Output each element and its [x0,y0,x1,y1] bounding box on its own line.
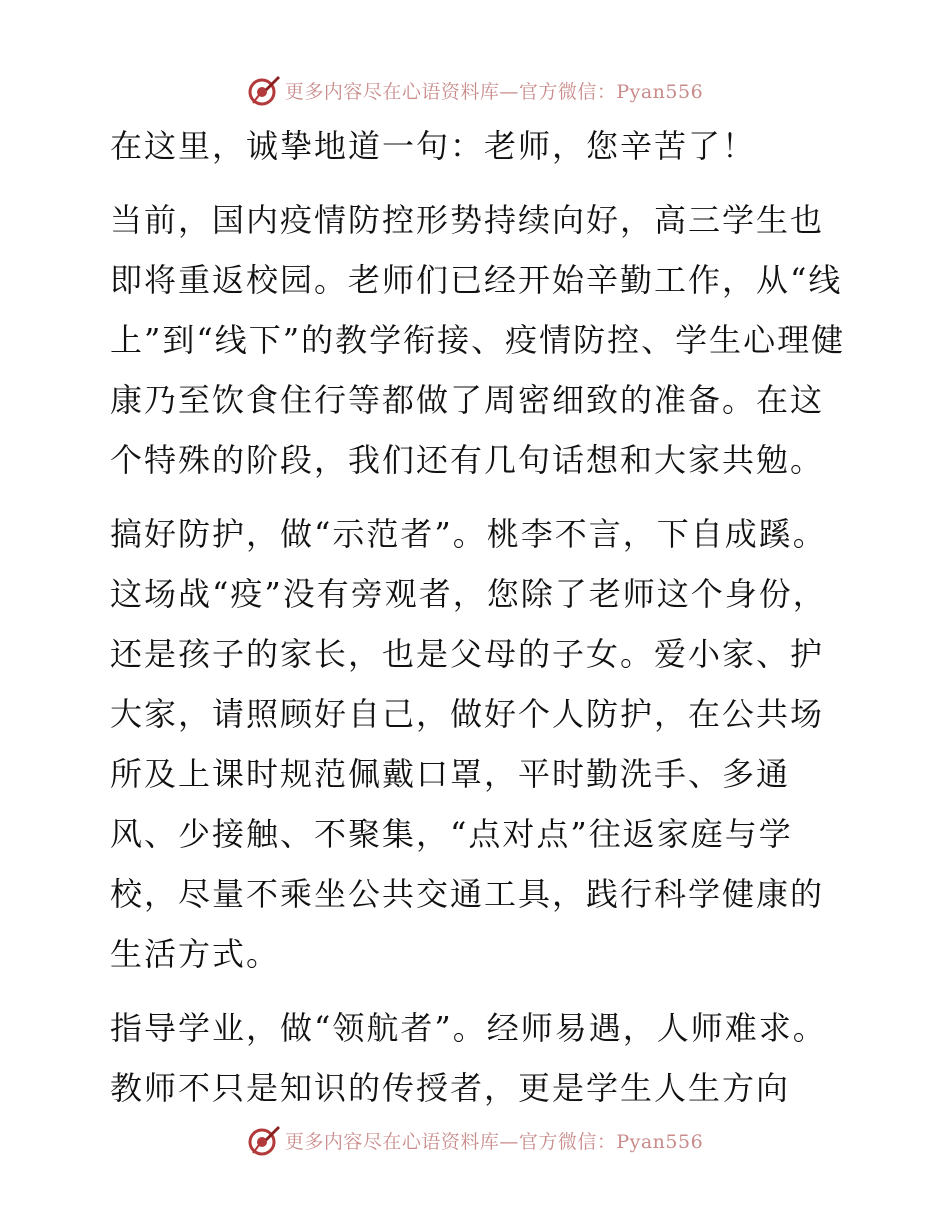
paragraph-4: 指导学业，做“领航者”。经师易遇，人师难求。教师不只是知识的传授者，更是学生人生方向 [110,1009,827,1107]
paragraph-3: 搞好防护，做“示范者”。桃李不言，下自成蹊。这场战“疫”没有旁观者，您除了老师这个身份，还是孩子的家长，也是父母的子女。爱小家、护大家，请照顾好自己，做好个人防护，在公共场所及上课时规范佩戴口罩，平时勤洗手、多通风、少接触、不聚集，“点对点”往返家庭与学校，尽量不乘坐公共交通工具，践行科学健康的生活方式。 [110,515,827,973]
paragraph-2: 当前，国内疫情防控形势持续向好，高三学生也即将重返校园。老师们已经开始辛勤工作，从“线上”到“线下”的教学衔接、疫情防控、学生心理健康乃至饮食住行等都做了周密细致的准备。在这个特殊的阶段，我们还有几句话想和大家共勉。 [110,201,846,479]
paragraph-1: 在这里，诚挚地道一句：老师，您辛苦了！ [110,127,757,165]
document-body [100,116,852,1132]
footer-banner [0,1120,950,1160]
quill-pen-logo-icon [247,73,281,107]
footer-banner-text: 更多内容尽在心语资料库—官方微信：Pyan556 [284,1130,704,1153]
quill-pen-logo-icon [247,1123,281,1157]
header-banner [0,70,950,110]
header-banner-text: 更多内容尽在心语资料库—官方微信：Pyan556 [284,80,704,103]
